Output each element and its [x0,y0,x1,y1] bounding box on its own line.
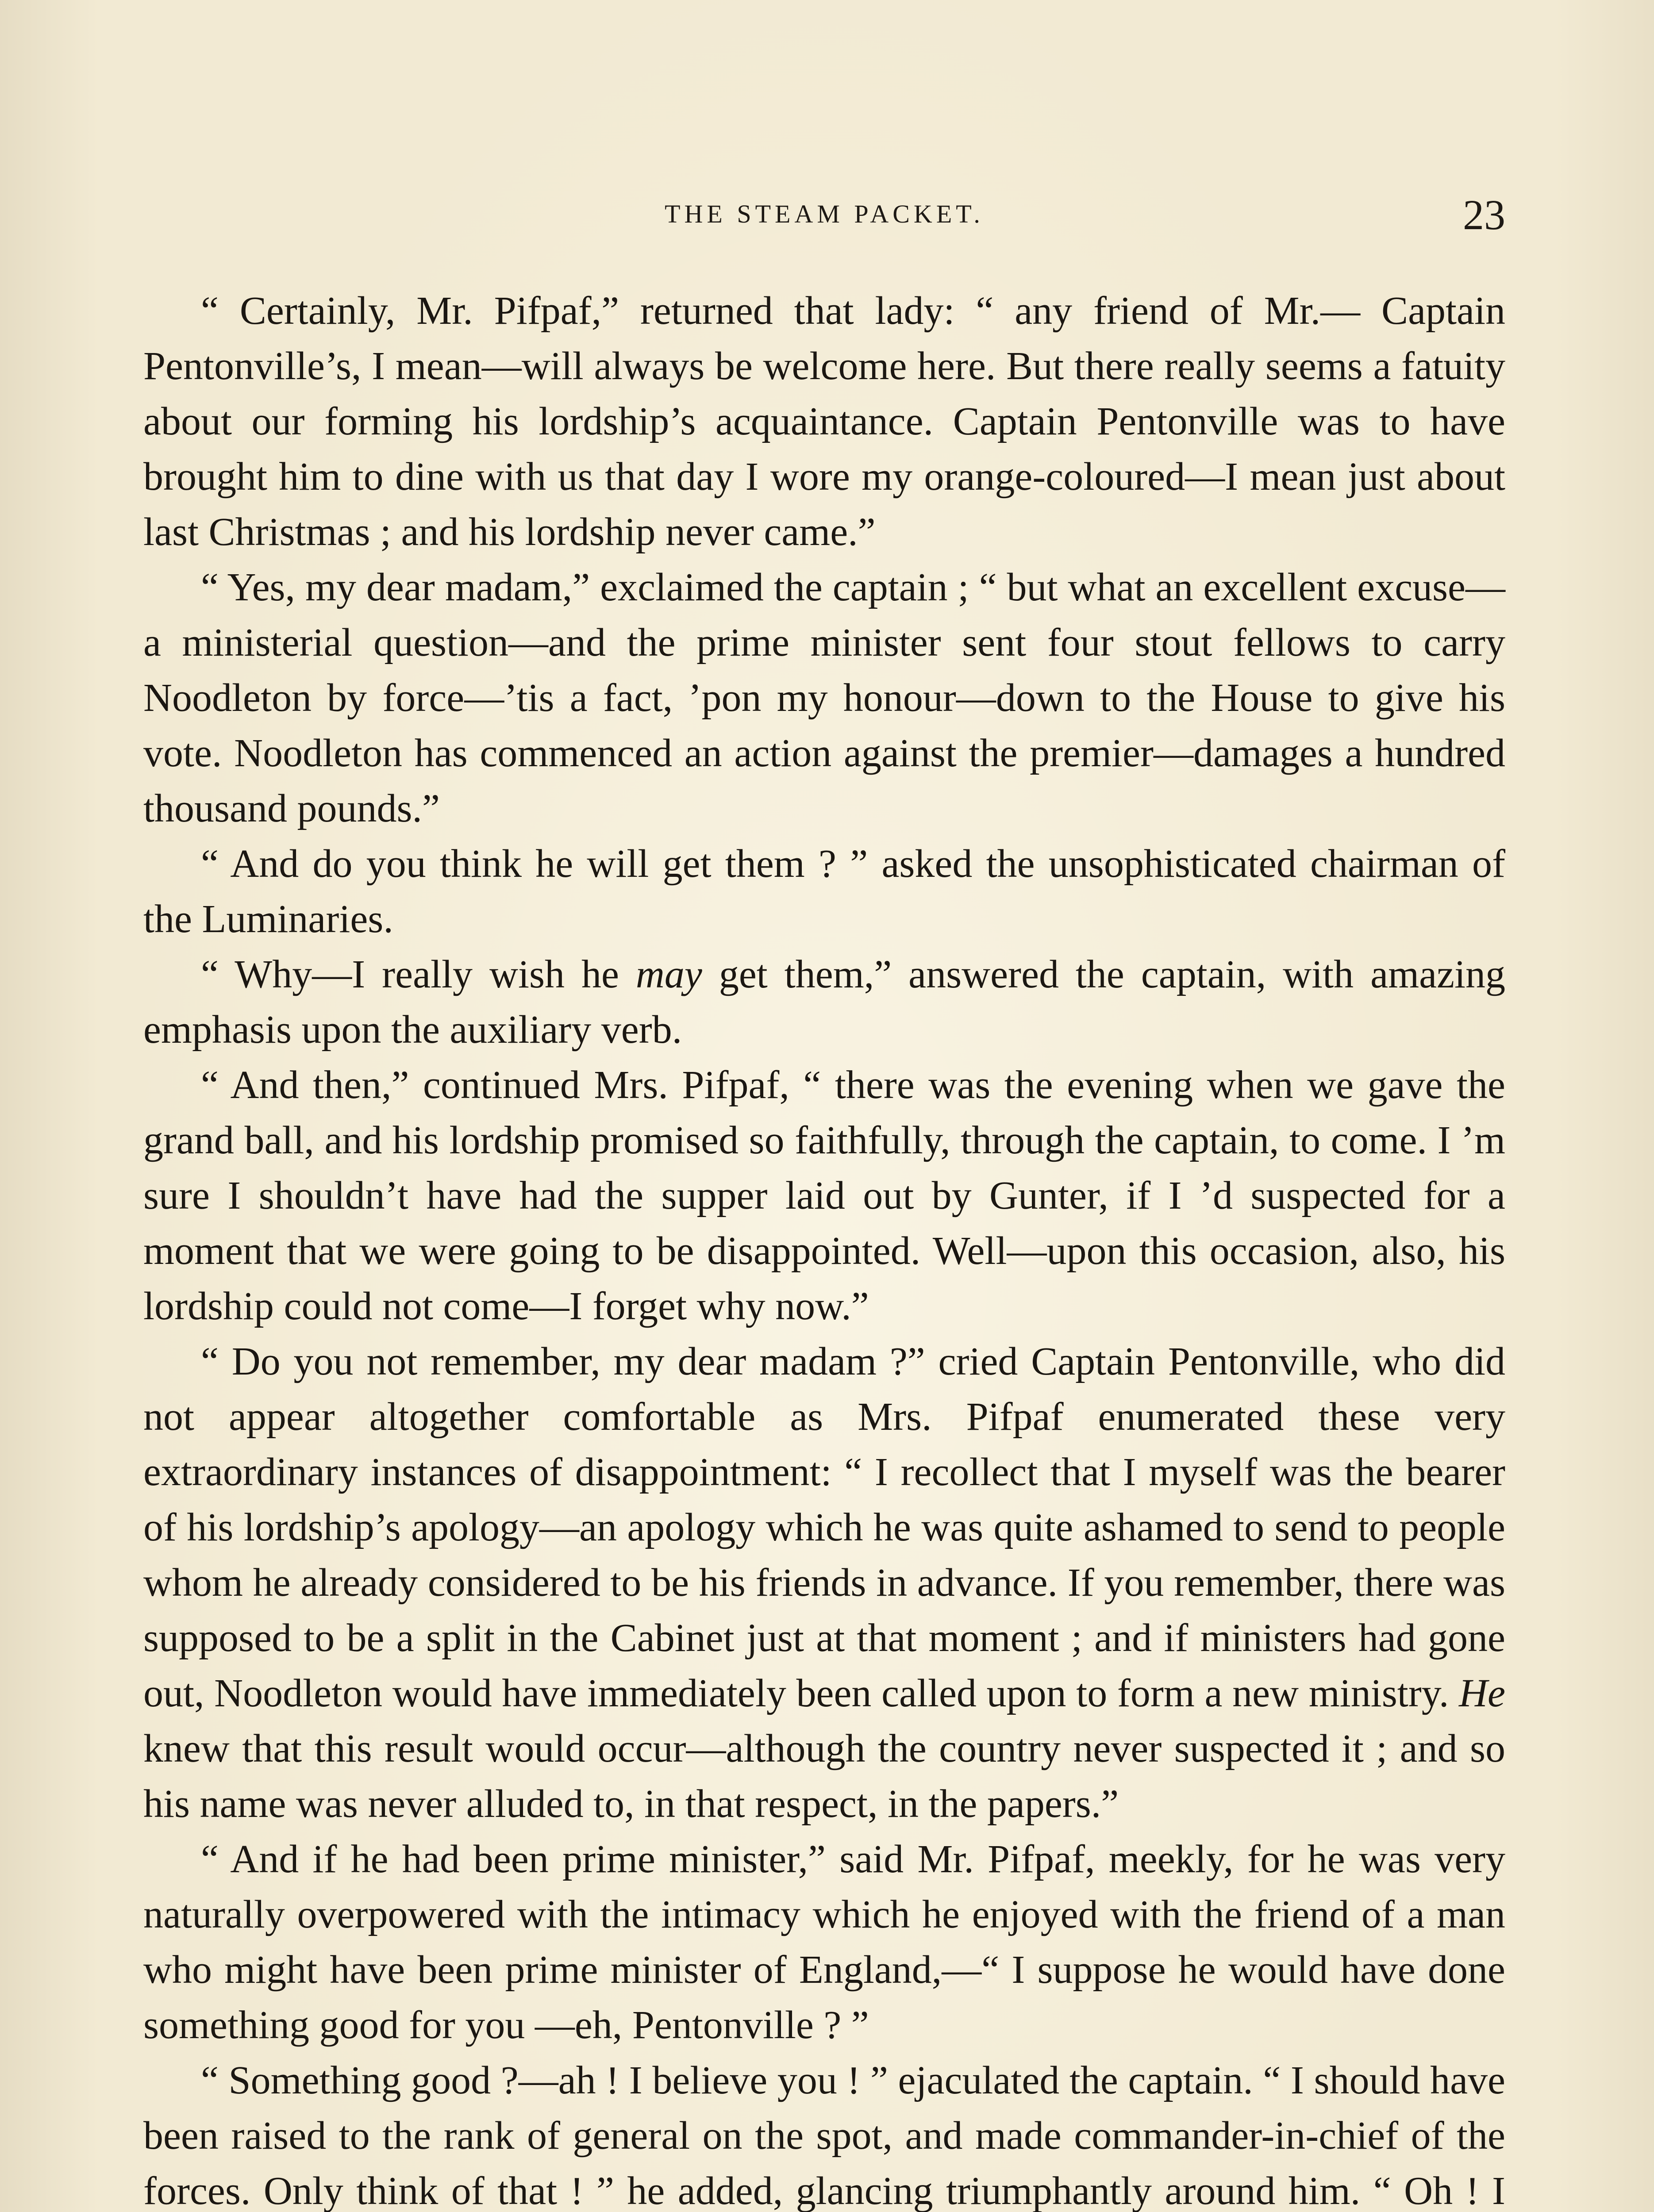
text-run: “ Something good ?—ah ! I believe you ! ” ejaculated the captain. “ I should have been raised to the rank of general on the spot, and made commander-in-chief of the forces. Only think of that ! ” he added, glancing triumphantly around him. “ Oh ! I [143,2058,1505,2212]
text-run: “ Why—I really wish he [201,952,636,996]
page-number: 23 [1463,191,1505,238]
paragraph [143,836,1505,947]
paragraph [143,560,1505,836]
text-run: “ And then,” continued Mrs. Pifpaf, “ there was the evening when we gave the grand ball, and his lordship promised so faithfully, through the captain, to come. I ’m sure I shouldn’t have had the supper laid out by Gunter, if I ’d suspected for a moment that we were going to be disappointed. Well—upon this occasion, also, his lordship could not come—I forget why now.” [143,1063,1505,1328]
page-header [143,190,1505,243]
paragraph [143,1334,1505,1832]
italic-text-run: may [635,952,702,996]
text-run: “ And do you think he will get them ? ” asked the unsophisticated chairman of the Luminaries. [143,842,1505,941]
italic-text-run: He [1459,1671,1505,1715]
text-run: get them,” answered the captain, with amazing emphasis upon the auxiliary verb. [143,952,1505,1052]
running-title: THE STEAM PACKET. [665,200,984,228]
text-run: “ And if he had been prime minister,” said Mr. Pifpaf, meekly, for he was very naturally overpowered with the intimacy which he enjoyed with the friend of a man who might have been prime minister of England,—“ I suppose he would have done something good for you —eh, Pentonville ? ” [143,1837,1505,2047]
body-text [143,283,1505,2212]
text-run: “ Do you not remember, my dear madam ?” cried Captain Pentonville, who did not appear altogether comfortable as Mrs. Pifpaf enumerated these very extraordinary instances of disappointment: “ I recollect that I myself was the bearer of his lordship’s apology—an apology which he was quite ashamed to send to people whom he already considered to be his friends in advance. If you remember, there was supposed to be a split in the Cabinet just at that moment ; and if ministers had gone out, Noodleton would have immediately been called upon to form a new ministry. [143,1340,1505,1715]
paragraph [143,283,1505,560]
paragraph [143,947,1505,1057]
text-run: “ Certainly, Mr. Pifpaf,” returned that lady: “ any friend of Mr.— Captain Pentonville’s, I mean—will always be welcome here. But there really seems a fatuity about our forming his lordship’s acquaintance. Captain Pentonville was to have brought him to dine with us that day I wore my orange-coloured—I mean just about last Christmas ; and his lordship never came.” [143,289,1505,554]
paragraph [143,1832,1505,2053]
paragraph [143,2053,1505,2212]
paragraph [143,1057,1505,1334]
text-run: knew that this result would occur—although the country never suspected it ; and so his name was never alluded to, in that respect, in the papers.” [143,1727,1505,1826]
text-run: “ Yes, my dear madam,” exclaimed the captain ; “ but what an excellent excuse—a ministerial question—and the prime minister sent four stout fellows to carry Noodleton by force—’tis a fact, ’pon my honour—down to the House to give his vote. Noodleton has commenced an action against the premier—damages a hundred thousand pounds.” [143,565,1505,830]
